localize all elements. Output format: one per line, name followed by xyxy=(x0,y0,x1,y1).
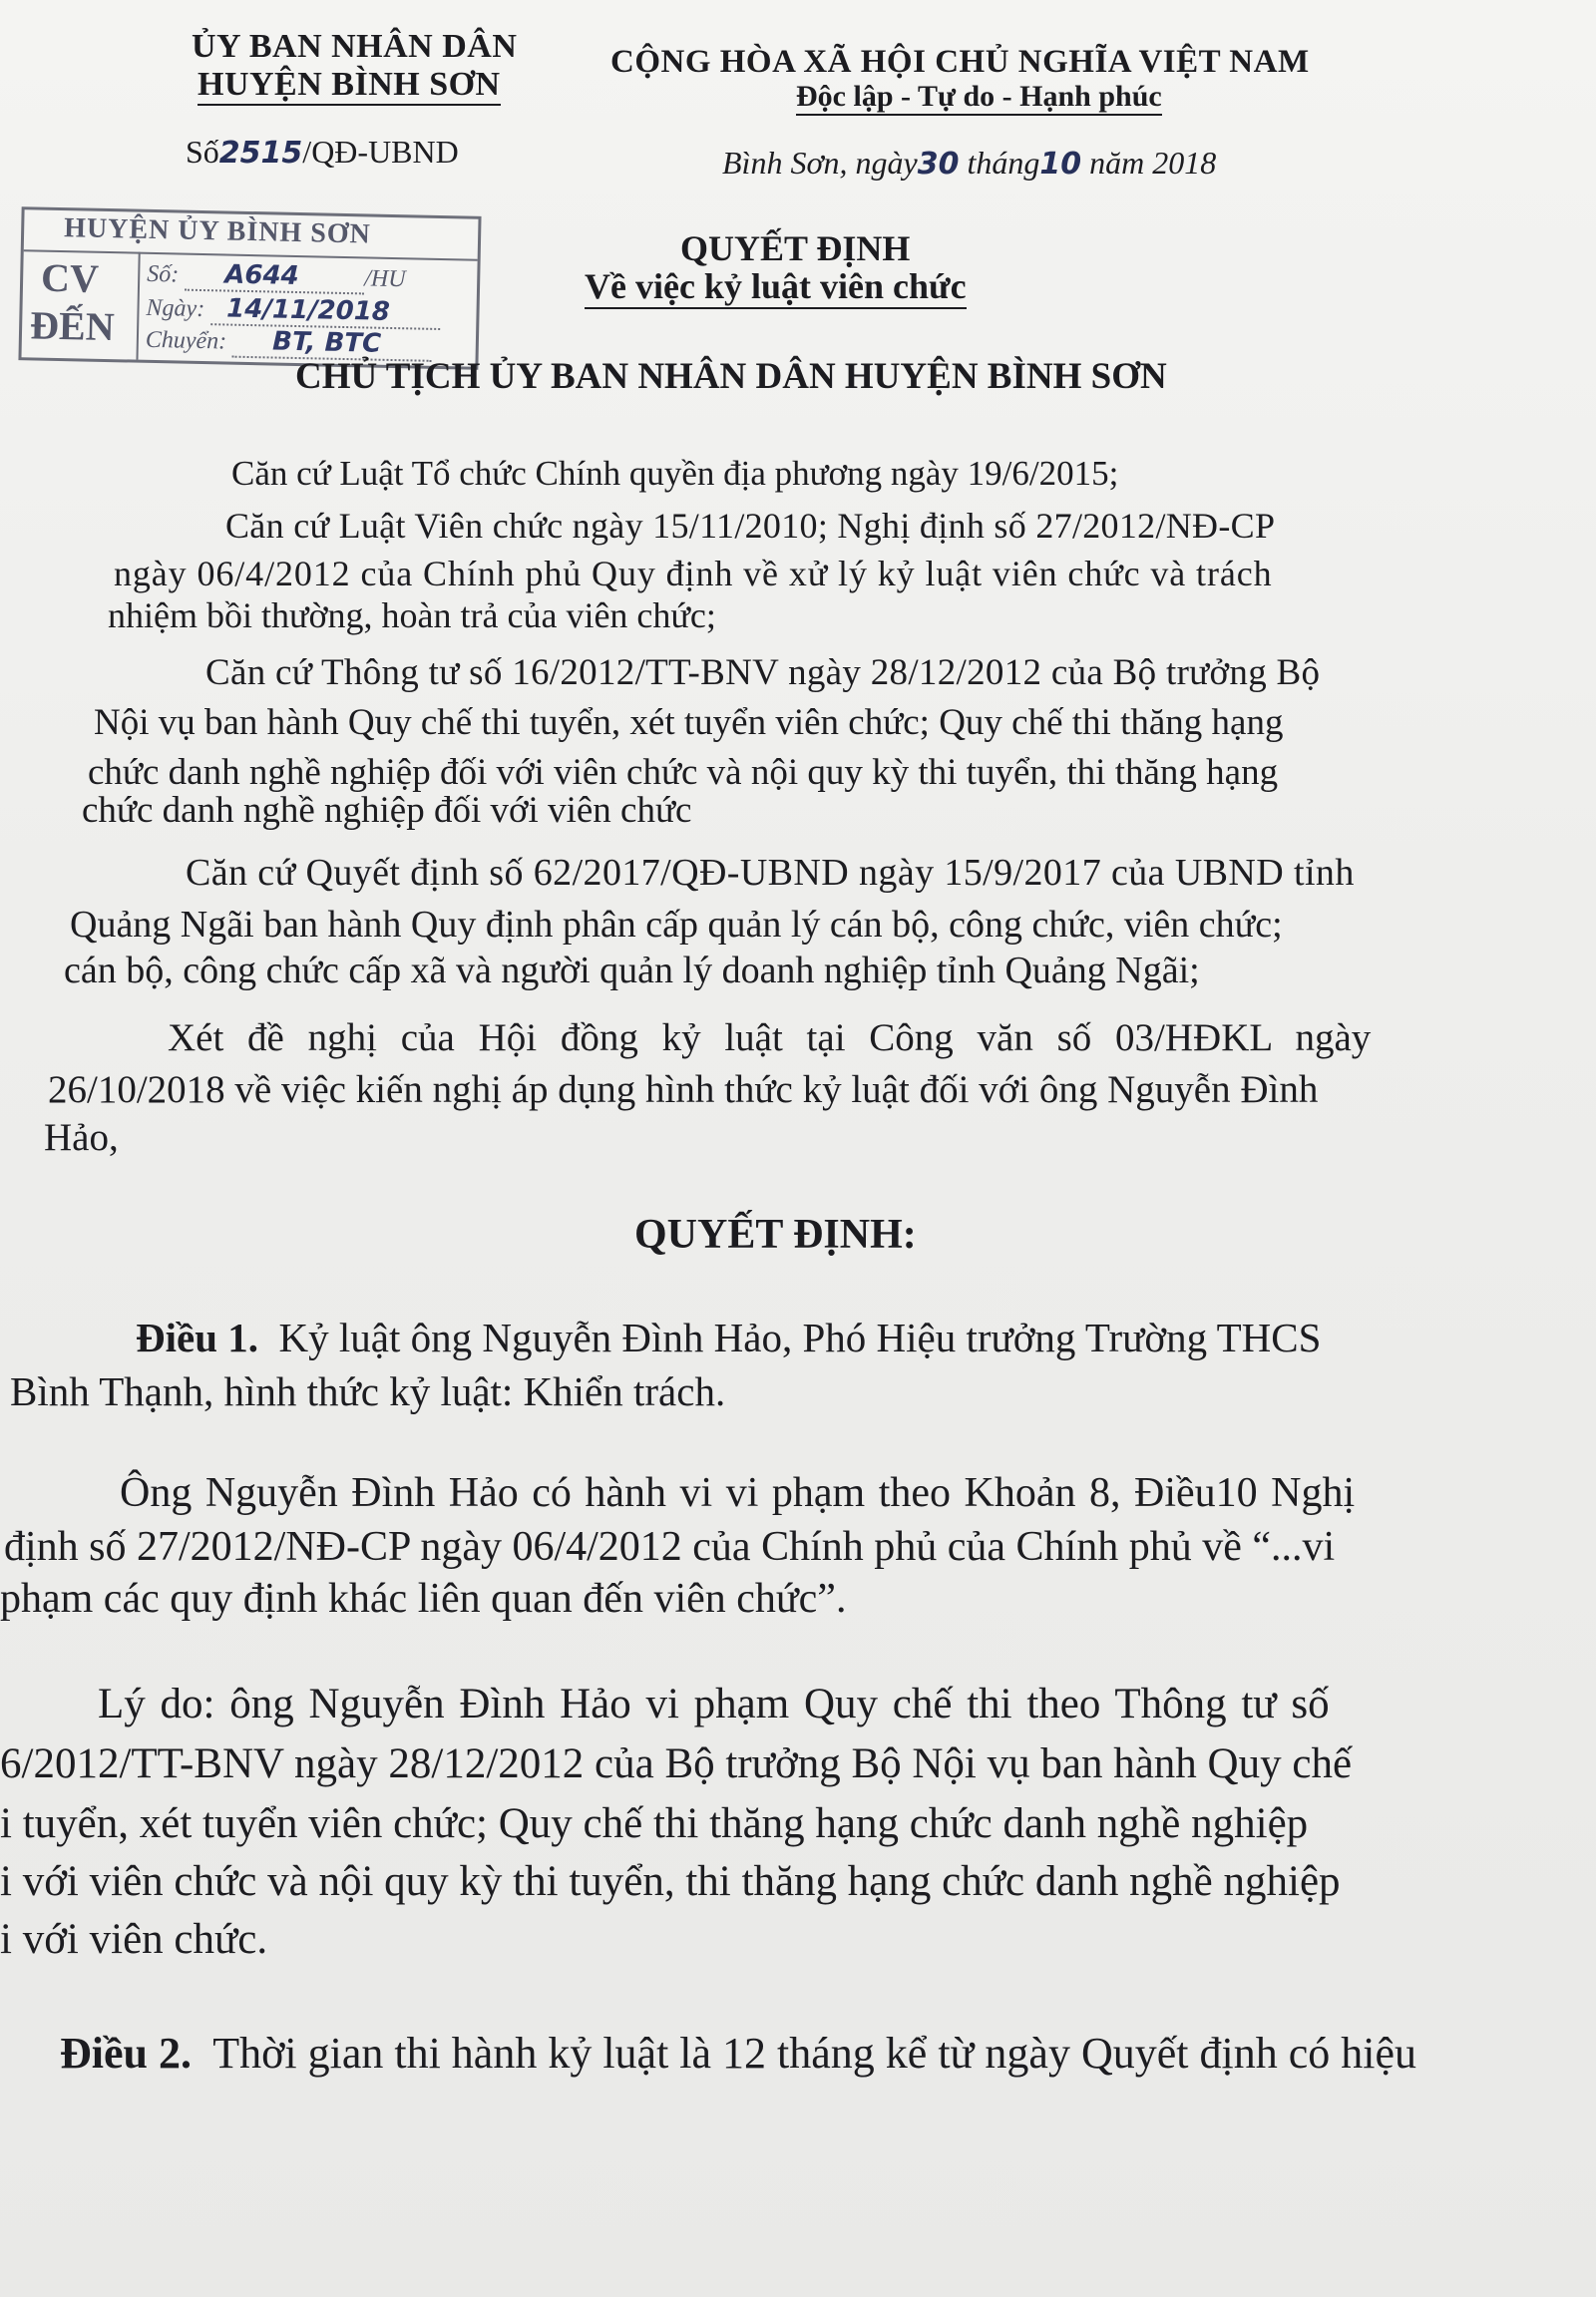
preamble-line: cán bộ, công chức cấp xã và người quản lý doanh nghiệp tỉnh Quảng Ngãi; xyxy=(64,950,1200,991)
place-date xyxy=(722,145,1216,182)
stamp-so-label: Số: xyxy=(147,260,180,288)
stamp-divider-v xyxy=(136,252,140,360)
stamp-so-field xyxy=(185,259,365,295)
preamble-line: Nội vụ ban hành Quy chế thi tuyển, xét tuyển viên chức; Quy chế thi thăng hạng xyxy=(94,702,1284,743)
preamble-line: Căn cứ Thông tư số 16/2012/TT-BNV ngày 28/12/2012 của Bộ trưởng Bộ xyxy=(205,652,1321,693)
doc-no-suffix: /QĐ-UBND xyxy=(302,134,459,170)
decision-title: QUYẾT ĐỊNH xyxy=(680,228,911,268)
preamble-line: ngày 06/4/2012 của Chính phủ Quy định về xử lý kỷ luật viên chức và trách xyxy=(114,554,1273,593)
document-number xyxy=(186,134,459,171)
article-1-line2: Bình Thạnh, hình thức kỷ luật: Khiển trách. xyxy=(10,1368,726,1414)
preamble-line: chức danh nghề nghiệp đối với viên chức xyxy=(82,790,692,831)
agency-name-line2 xyxy=(198,66,501,106)
stamp-chuyen-value: BT, BTC xyxy=(271,326,382,359)
violation-line: phạm các quy định khác liên quan đến viên chức”. xyxy=(0,1576,847,1622)
preamble-line: Căn cứ Luật Viên chức ngày 15/11/2010; Nghị định số 27/2012/NĐ-CP xyxy=(225,506,1276,546)
day-handwritten: 30 xyxy=(917,147,960,182)
stamp-cv: CV xyxy=(40,254,100,301)
stamp-ngay-label: Ngày: xyxy=(146,294,205,323)
reason-line: i với viên chức. xyxy=(0,1916,268,1963)
preamble-line: Căn cứ Quyết định số 62/2017/QĐ-UBND ngày 15/9/2017 của UBND tỉnh xyxy=(186,852,1355,894)
national-motto xyxy=(796,80,1162,116)
preamble-line: Quảng Ngãi ban hành Quy định phân cấp quản lý cán bộ, công chức, viên chức; xyxy=(70,904,1283,946)
preamble-line: Hảo, xyxy=(44,1116,119,1159)
violation-line: định số 27/2012/NĐ-CP ngày 06/4/2012 của Chính phủ của Chính phủ về “...vi xyxy=(4,1524,1336,1570)
stamp-row-so xyxy=(147,258,406,295)
month-handwritten: 10 xyxy=(1039,147,1082,182)
reason-line: i với viên chức và nội quy kỳ thi tuyển, thi thăng hạng chức danh nghề nghiệp xyxy=(0,1858,1341,1905)
reason-line: i tuyển, xét tuyển viên chức; Quy chế thi thăng hạng chức danh nghề nghiệp xyxy=(0,1800,1309,1847)
national-title: CỘNG HÒA XÃ HỘI CHỦ NGHĨA VIỆT NAM xyxy=(610,44,1310,80)
reason-line: 6/2012/TT-BNV ngày 28/12/2012 của Bộ trưởng Bộ Nội vụ ban hành Quy chế xyxy=(0,1740,1353,1787)
place-date-part2: tháng xyxy=(967,145,1040,181)
stamp-so-value: A644 xyxy=(223,259,299,292)
preamble-line: Căn cứ Luật Tổ chức Chính quyền địa phương ngày 19/6/2015; xyxy=(231,454,1119,493)
reason-line: Lý do: ông Nguyễn Đình Hảo vi phạm Quy chế thi theo Thông tư số xyxy=(98,1681,1330,1727)
article-1-line1 xyxy=(136,1315,1321,1360)
national-motto-text: Độc lập - Tự do - Hạnh phúc xyxy=(796,80,1162,116)
stamp-title: HUYỆN ỦY BÌNH SƠN xyxy=(63,212,372,250)
article-1-label: Điều 1. xyxy=(136,1315,258,1360)
stamp-chuyen-label: Chuyển: xyxy=(145,326,227,355)
place-date-part3: năm 2018 xyxy=(1089,145,1217,181)
stamp-ngay-field xyxy=(210,293,441,330)
decision-heading: QUYẾT ĐỊNH: xyxy=(634,1212,917,1258)
agency-name-line1: ỦY BAN NHÂN DÂN xyxy=(192,28,518,65)
agency-name-line2-text: HUYỆN BÌNH SƠN xyxy=(198,66,501,106)
decision-subject xyxy=(585,265,967,309)
article-2-label: Điều 2. xyxy=(60,2029,192,2078)
preamble-line: chức danh nghề nghiệp đối với viên chức và nội quy kỳ thi tuyển, thi thăng hạng xyxy=(88,752,1279,793)
stamp-so-suffix: /HU xyxy=(363,265,406,293)
article-1-text: Kỷ luật ông Nguyễn Đình Hảo, Phó Hiệu trưởng Trường THCS xyxy=(278,1315,1322,1360)
decision-subject-text: Về việc kỷ luật viên chức xyxy=(585,265,967,309)
doc-no-handwritten: 2515 xyxy=(218,136,303,171)
preamble-line: 26/10/2018 về việc kiến nghị áp dụng hình thức kỷ luật đối với ông Nguyễn Đình xyxy=(48,1068,1319,1111)
preamble-line: Xét đề nghị của Hội đồng kỷ luật tại Công văn số 03/HĐKL ngày xyxy=(168,1016,1372,1059)
article-2-text: Thời gian thi hành kỷ luật là 12 tháng kể từ ngày Quyết định có hiệu xyxy=(212,2029,1416,2078)
article-2-line xyxy=(60,2031,1416,2077)
doc-no-prefix: Số xyxy=(186,134,219,170)
preamble-line: nhiệm bồi thường, hoàn trả của viên chức; xyxy=(108,595,716,635)
received-stamp xyxy=(18,206,481,370)
issuing-authority: CHỦ TỊCH ỦY BAN NHÂN DÂN HUYỆN BÌNH SƠN xyxy=(295,356,1167,397)
violation-line: Ông Nguyễn Đình Hảo có hành vi vi phạm theo Khoản 8, Điều10 Nghị xyxy=(120,1470,1356,1516)
stamp-den: ĐẾN xyxy=(29,302,116,350)
place-date-part1: Bình Sơn, ngày xyxy=(722,145,918,181)
stamp-ngay-value: 14/11/2018 xyxy=(225,293,391,327)
